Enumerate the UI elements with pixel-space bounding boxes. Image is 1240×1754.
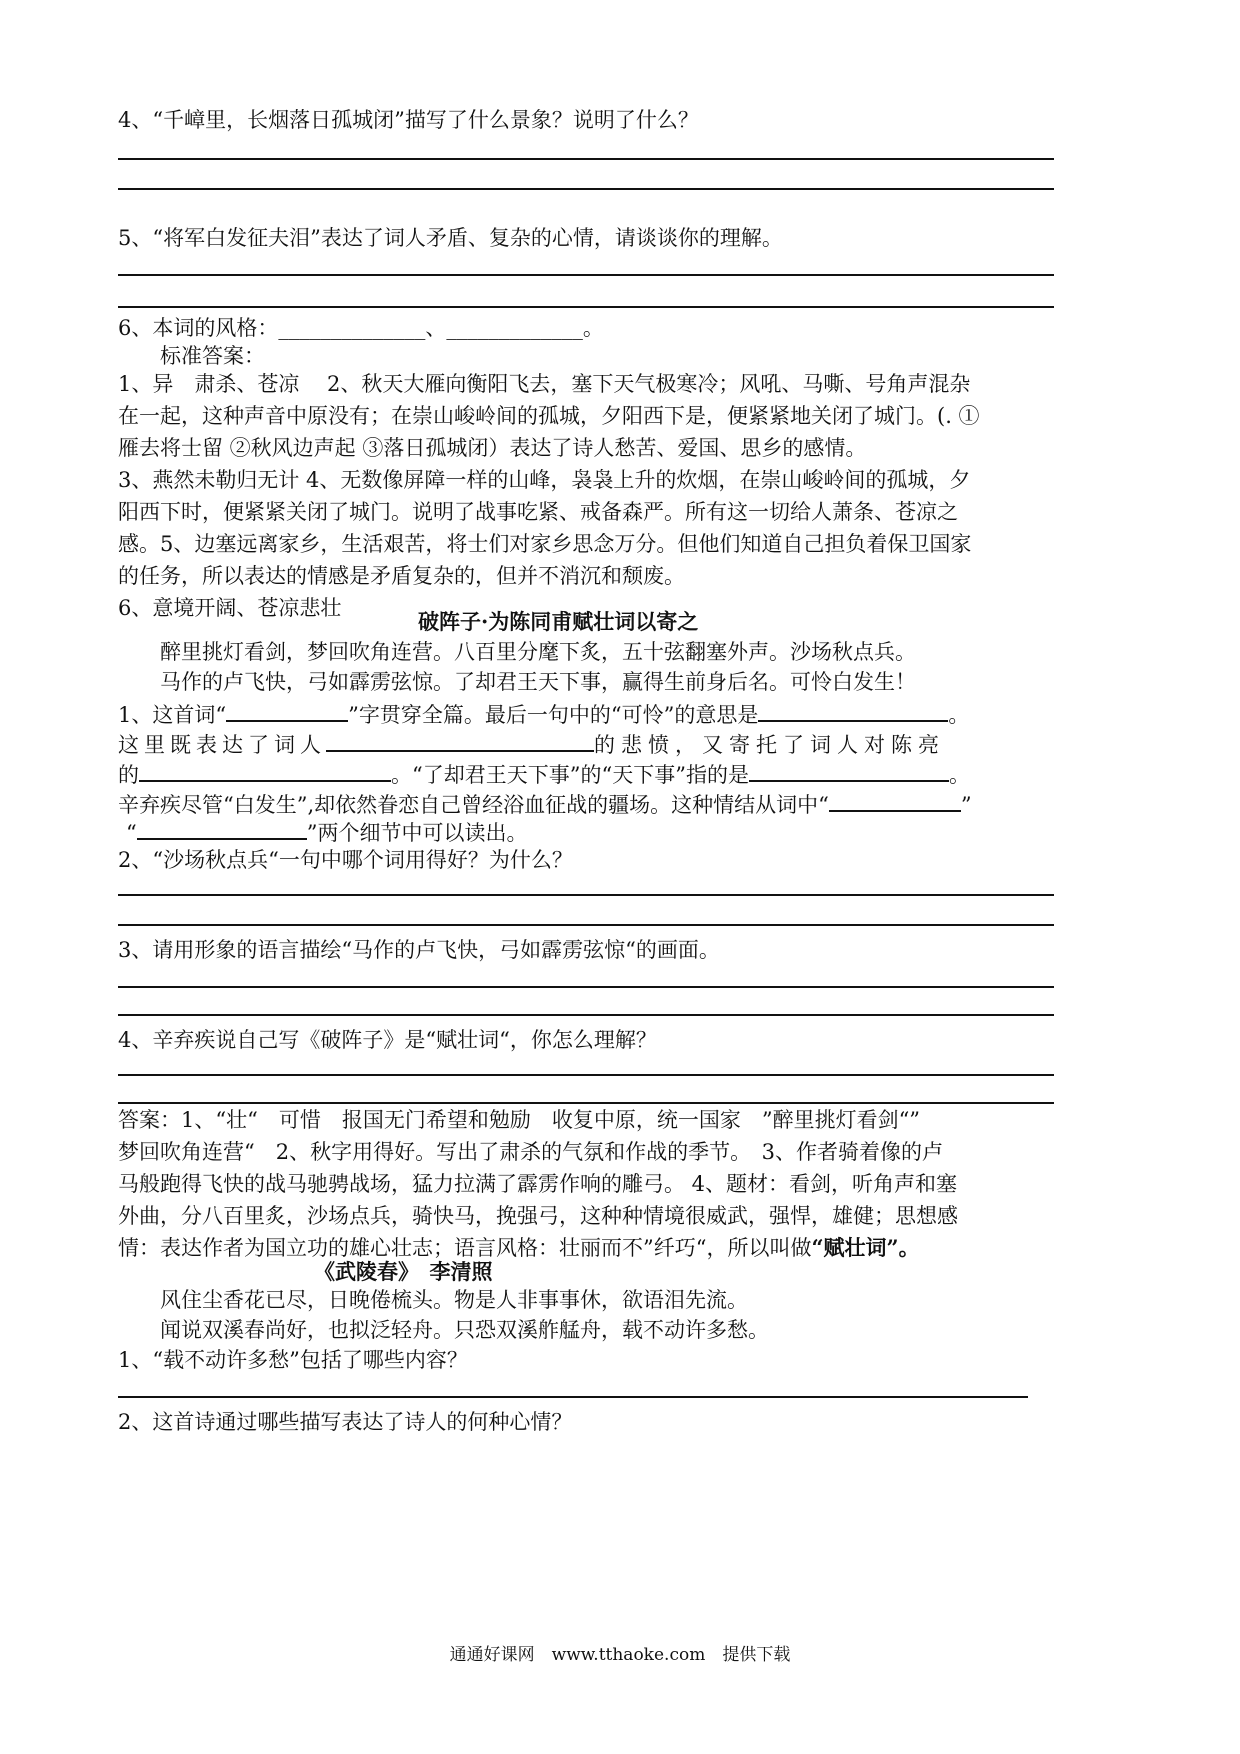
answer-line[interactable] — [118, 924, 1054, 926]
answer-line[interactable] — [118, 1014, 1054, 1016]
answer-text-line: 雁去将士留 ②秋风边声起 ③落日孤城闭）表达了诗人愁苦、爱国、思乡的感情。 — [118, 436, 867, 460]
fill-blank[interactable] — [749, 758, 949, 782]
question-5: 5、“将军白发征夫泪”表达了词人矛盾、复杂的心情，请谈谈你的理解。 — [118, 226, 783, 250]
fill-question-1-line2 — [118, 728, 945, 759]
answer-text-line: 答案：1、“壮“ 可惜 报国无门希望和勉励 收复中原，统一国家 ”醉里挑灯看剑“” — [118, 1108, 921, 1132]
answer-heading: 标准答案： — [160, 344, 265, 368]
answer-text-line: 在一起，这种声音中原没有；在崇山峻岭间的孤城，夕阳西下是，便紧紧地关闭了城门。(. ① — [118, 404, 980, 428]
answer-text-line: 马般跑得飞快的战马驰骋战场，猛力拉满了霹雳作响的雕弓。 4、题材：看剑，听角声和塞 — [118, 1172, 958, 1196]
question-text: ”字贯穿全篇。最后一句中的“可怜”的意思是 — [348, 703, 759, 727]
answer-line[interactable] — [118, 894, 1054, 896]
fill-blank[interactable] — [829, 788, 961, 812]
fill-question-1-line5 — [126, 816, 528, 847]
question-text: 辛弃疾尽管“白发生”,却依然眷恋自己曾经浴血征战的疆场。这种情结从词中“ — [118, 793, 829, 817]
answer-text-line: 外曲，分八百里炙，沙场点兵，骑快马，挽强弓，这种种情境很威武，强悍，雄健；思想感 — [118, 1204, 958, 1228]
poem-title: 《武陵春》 李清照 — [314, 1259, 493, 1284]
answer-text-line: 感。5、边塞远离家乡，生活艰苦，将士们对家乡思念万分。但他们知道自己担负着保卫国家 — [118, 532, 972, 556]
question-1c: 1、“载不动许多愁”包括了哪些内容？ — [118, 1348, 468, 1372]
question-text: ” — [960, 793, 972, 817]
question-2c: 2、这首诗通过哪些描写表达了诗人的何种心情？ — [118, 1410, 573, 1434]
answer-line[interactable] — [118, 188, 1054, 190]
answer-line[interactable] — [118, 986, 1054, 988]
question-text: ”两个细节中可以读出。 — [306, 821, 528, 845]
question-text: 1、这首词“ — [118, 703, 227, 727]
answers-section-2 — [118, 1104, 1128, 1264]
question-text: 。 — [948, 763, 970, 787]
fill-blank[interactable] — [758, 698, 948, 722]
question-text: 这里既表达了词人 — [118, 733, 326, 757]
page-footer: 通通好课网 www.tthaoke.com 提供下载 — [449, 1645, 791, 1665]
poem-line: 闻说双溪春尚好，也拟泛轻舟。只恐双溪舴艋舟，载不动许多愁。 — [160, 1318, 769, 1342]
poem-title: 破阵子·为陈同甫赋壮词以寄之 — [418, 609, 699, 634]
fill-question-1-line1 — [118, 698, 969, 729]
standard-answers — [118, 368, 1128, 624]
question-6: 6、本词的风格：______________、_____________。 — [118, 316, 604, 340]
poem-line: 马作的卢飞快，弓如霹雳弦惊。了却君王天下事，赢得生前身后名。可怜白发生！ — [160, 670, 916, 694]
question-4b: 4、辛弃疾说自己写《破阵子》是“赋壮词“，你怎么理解？ — [118, 1028, 657, 1052]
answer-line[interactable] — [118, 158, 1054, 160]
fill-blank[interactable] — [139, 758, 391, 782]
poem-line: 醉里挑灯看剑，梦回吹角连营。八百里分麾下炙，五十弦翻塞外声。沙场秋点兵。 — [160, 640, 916, 664]
fill-blank[interactable] — [226, 698, 348, 722]
poem-line: 风住尘香花已尽，日晚倦梳头。物是人非事事休，欲语泪先流。 — [160, 1288, 748, 1312]
fill-blank[interactable] — [137, 816, 307, 840]
answer-text-line: 6、意境开阔、苍凉悲壮 — [118, 596, 342, 620]
question-text: “ — [126, 821, 137, 845]
question-4: 4、“千嶂里，长烟落日孤城闭”描写了什么景象？说明了什么？ — [118, 108, 699, 132]
answer-text-line: 阳西下时，便紧紧关闭了城门。说明了战事吃紧、戒备森严。所有这一切给人萧条、苍凉之 — [118, 500, 958, 524]
question-2: 2、“沙场秋点兵“一句中哪个词用得好？为什么？ — [118, 848, 573, 872]
emphasis-text: “赋壮词”。 — [811, 1235, 920, 1260]
answer-text: 情：表达作者为国立功的雄心壮志；语言风格：壮丽而不”纤巧“，所以叫做 — [118, 1236, 812, 1260]
answer-text-line: 的任务，所以表达的情感是矛盾复杂的，但并不消沉和颓废。 — [118, 564, 685, 588]
question-3: 3、请用形象的语言描绘“马作的卢飞快，弓如霹雳弦惊“的画面。 — [118, 938, 720, 962]
question-text: 。“了却君王天下事”的“天下事”指的是 — [391, 763, 749, 787]
answer-line[interactable] — [118, 306, 1054, 308]
fill-question-1-line3 — [118, 758, 970, 789]
answer-text-line: 梦回吹角连营“ 2、秋字用得好。写出了肃杀的气氛和作战的季节。 3、作者骑着像的卢 — [118, 1140, 943, 1164]
question-text: 的悲愤，又寄托了词人对陈亮 — [594, 733, 945, 757]
answer-line[interactable] — [118, 1074, 1054, 1076]
answer-text-line — [118, 1232, 1128, 1264]
answer-text-line: 3、燕然未勒归无计 4、无数像屏障一样的山峰，袅袅上升的炊烟，在崇山峻岭间的孤城，夕 — [118, 468, 971, 492]
answer-line[interactable] — [118, 274, 1054, 276]
question-text: 。 — [948, 703, 970, 727]
fill-blank[interactable] — [326, 728, 594, 752]
answer-line[interactable] — [118, 1396, 1028, 1398]
answer-text-line: 1、异 肃杀、苍凉 2、秋天大雁向衡阳飞去，塞下天气极寒冷；风吼、马嘶、号角声混杂 — [118, 372, 971, 396]
fill-question-1-line4 — [118, 788, 972, 819]
question-text: 的 — [118, 763, 139, 787]
